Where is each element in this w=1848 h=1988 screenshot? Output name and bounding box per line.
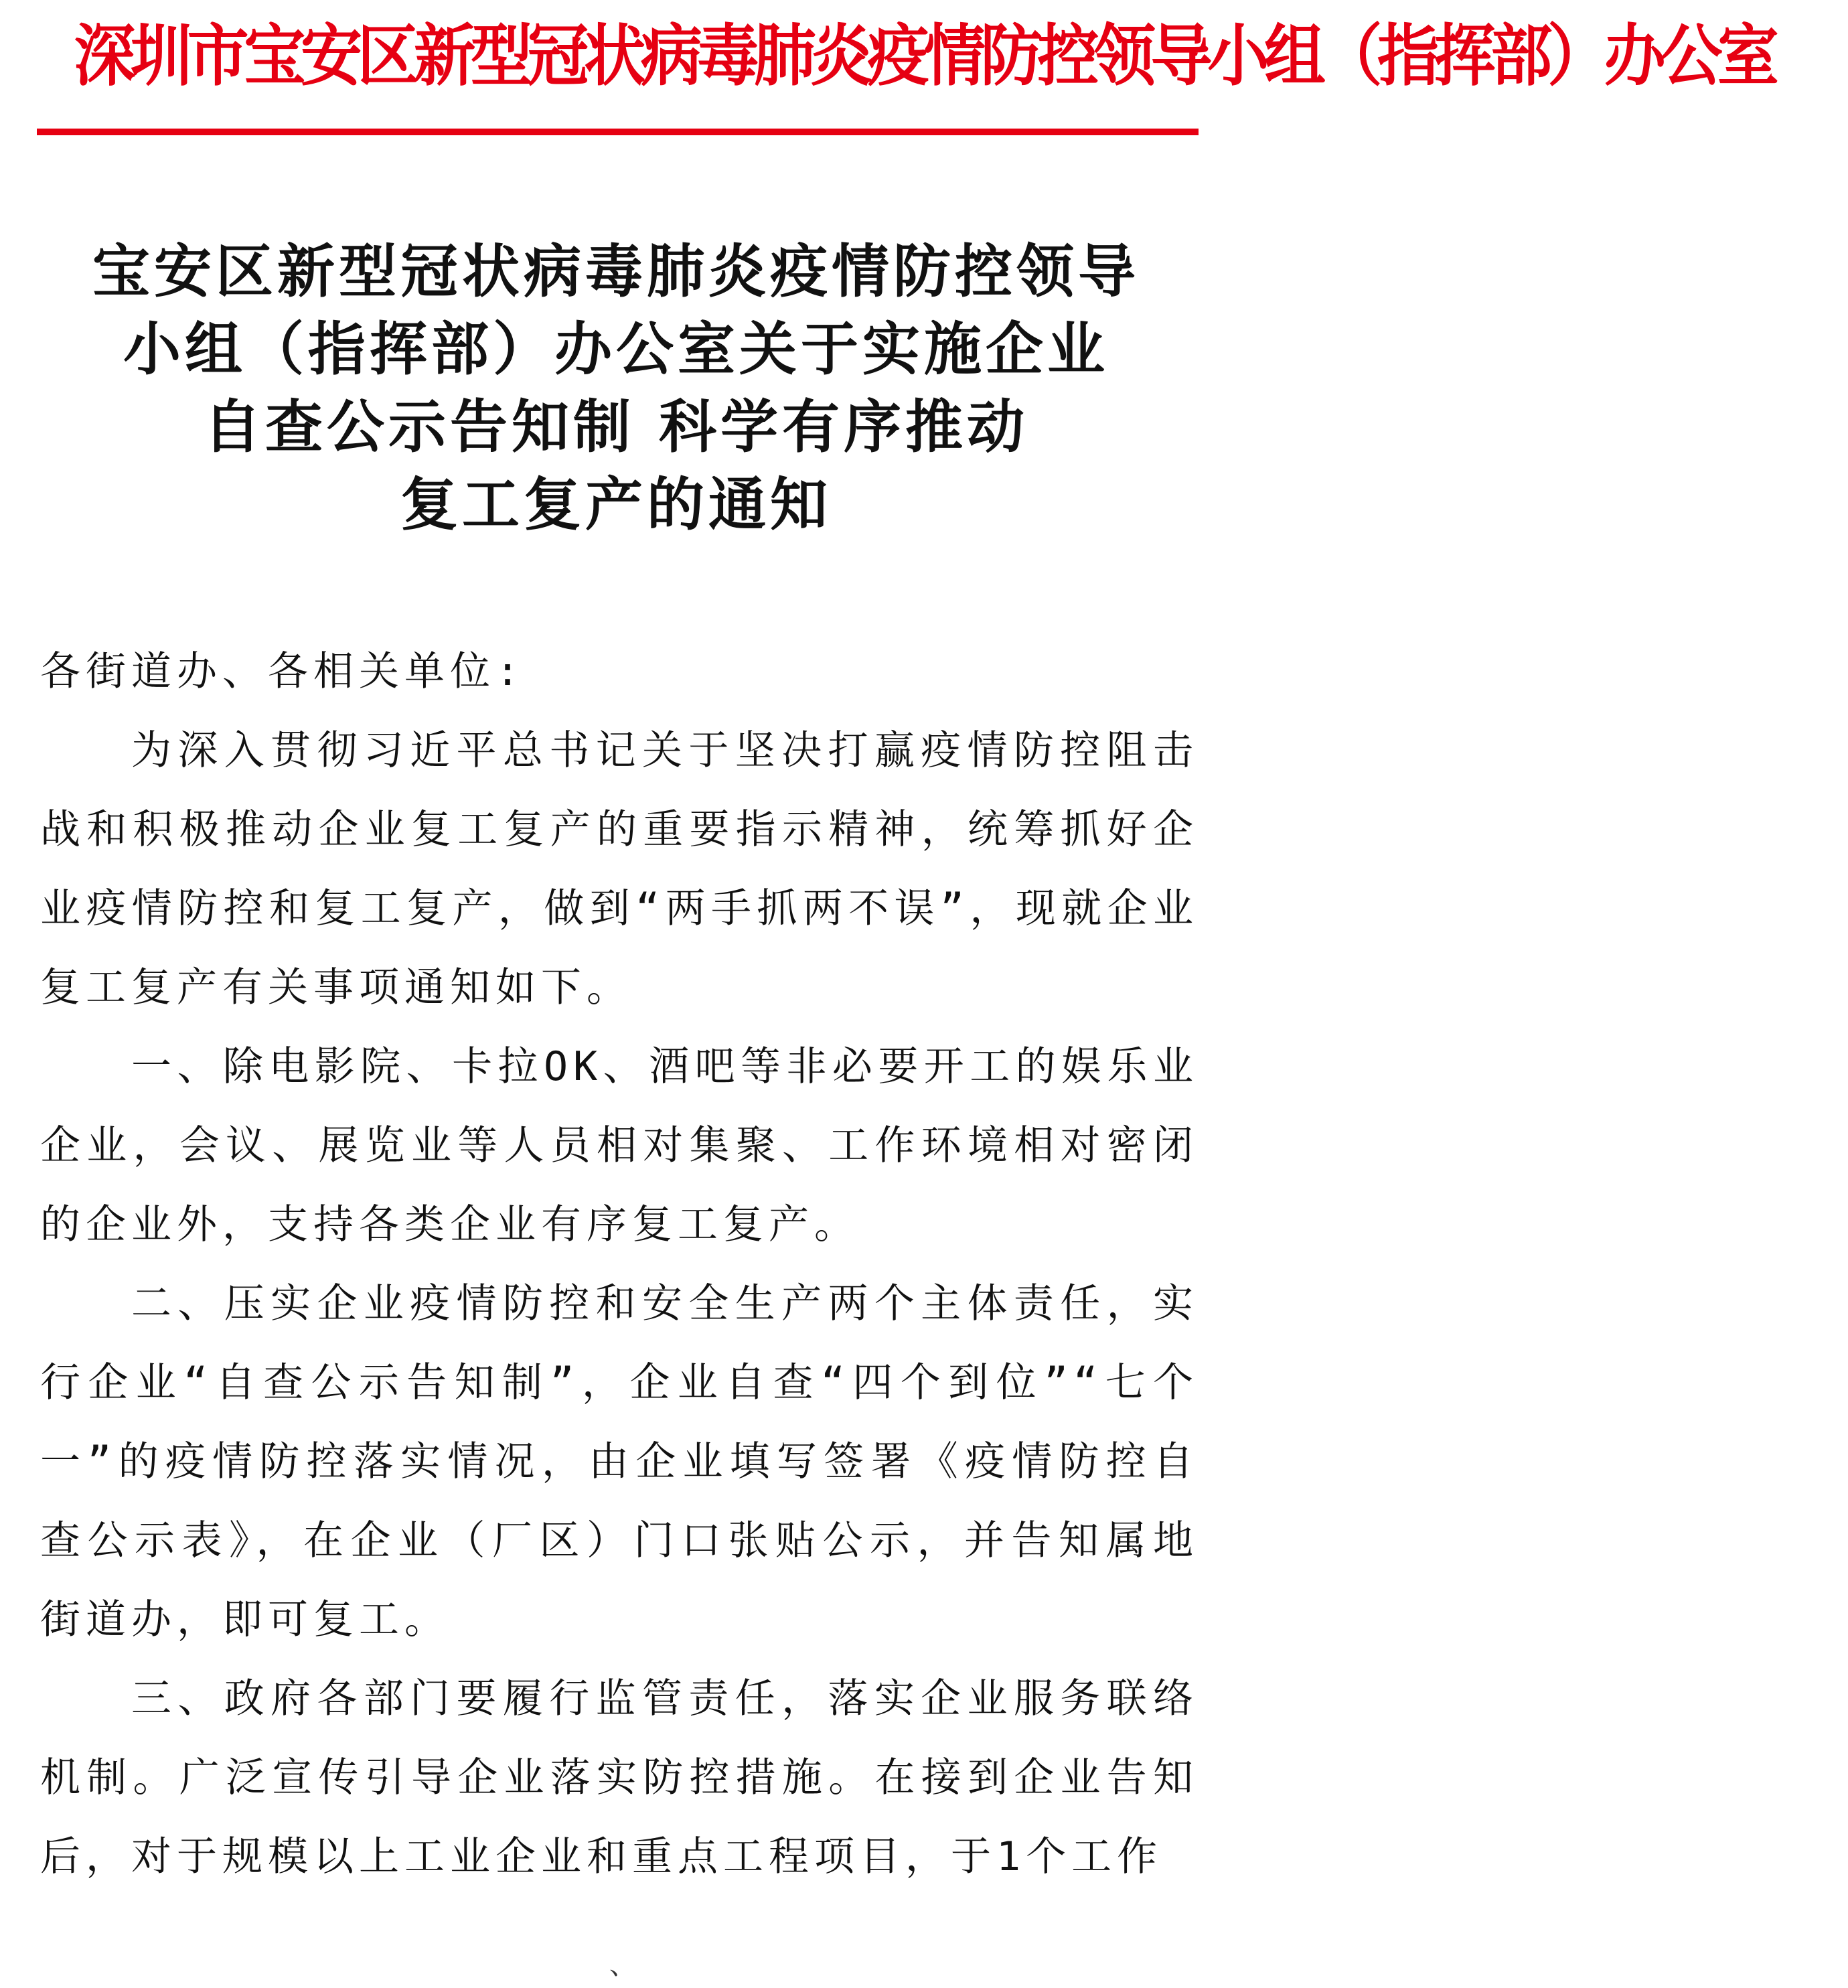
- title-line: 自查公示告知制 科学有序推动: [204, 394, 1028, 461]
- page-mark: 、: [609, 1950, 636, 1981]
- title-line: 小组（指挥部）办公室关于实施企业: [123, 316, 1109, 383]
- paragraph-item-1: 一、除电影院、卡拉OK、酒吧等非必要开工的娱乐业企业，会议、展览业等人员相对集聚、工作环境相对密闭的企业外，支持各类企业有序复工复产。: [40, 1043, 1199, 1248]
- paragraph-intro: 为深入贯彻习近平总书记关于坚决打赢疫情防控阻击战和积极推动企业复工复产的重要指示精神，统筹抓好企业疫情防控和复工复产，做到“两手抓两不误”，现就企业复工复产有关事项通知如下。: [40, 727, 1199, 1011]
- letterhead: [0, 5, 1774, 106]
- title-line: 复工复产的通知: [400, 471, 832, 538]
- paragraph-item-3: 三、政府各部门要履行监管责任，落实企业服务联络机制。广泛宣传引导企业落实防控措施。在接到企业告知后，对于规模以上工业企业和重点工程项目，于1个工作: [40, 1675, 1199, 1880]
- letterhead-org-name: 深圳市宝安区新型冠状病毒肺炎疫情防控领导小组（指挥部）办公室: [74, 16, 1774, 95]
- letterhead-red-rule: [37, 129, 1199, 135]
- document-body: [40, 632, 1199, 1896]
- salutation: 各街道办、各相关单位:: [40, 648, 526, 695]
- paragraph-item-2: 二、压实企业疫情防控和安全生产两个主体责任，实行企业“自查公示告知制”，企业自查“四个到位”“七个一”的疫情防控落实情况，由企业填写签署《疫情防控自查公示表》，在企业（厂区）门口张贴公示，并告知属地街道办，即可复工。: [40, 1280, 1199, 1643]
- document-title: [40, 233, 1192, 544]
- title-line: 宝安区新型冠状病毒肺炎疫情防控领导: [92, 238, 1140, 305]
